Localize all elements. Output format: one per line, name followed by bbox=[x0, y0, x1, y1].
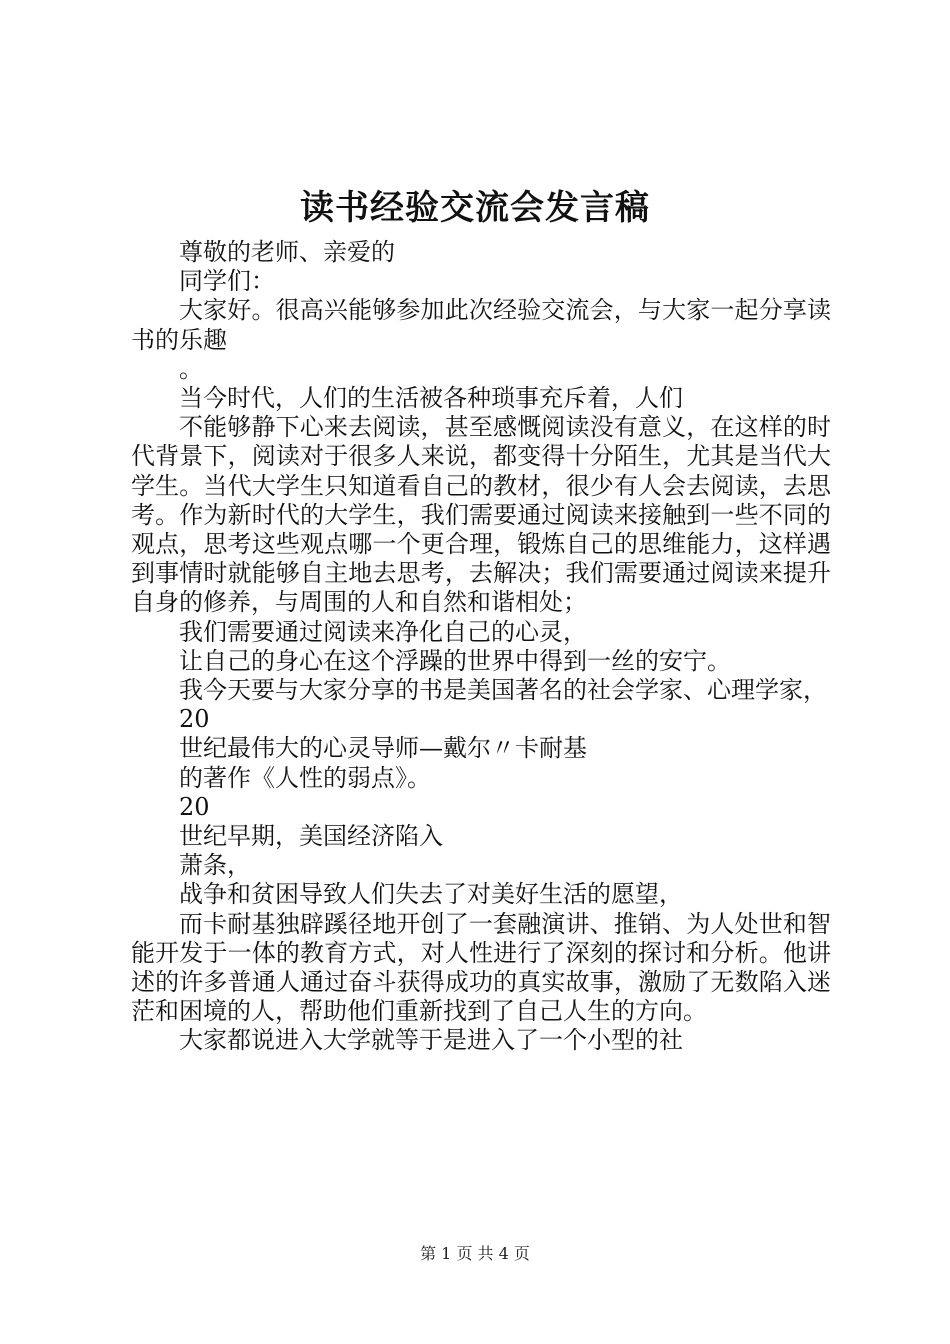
paragraph: 大家好。很高兴能够参加此次经验交流会，与大家一起分享读书的乐趣 bbox=[131, 296, 831, 354]
paragraph: 让自己的身心在这个浮躁的世界中得到一丝的安宁。 bbox=[179, 646, 731, 675]
paragraph: 不能够静下心来去阅读，甚至感慨阅读没有意义，在这样的时代背景下，阅读对于很多人来说，都变得十分陌生，尤其是当代大学生。当代大学生只知道看自己的教材，很少有人会去阅读，去思考。作为新时代的大学生，我们需要通过阅读来接触到一些不同的观点，思考这些观点哪一个更合理，锻炼自己的思维能力，这样遇到事情时就能够自主地去思考，去解决；我们需要通过阅读来提升自身的修养，与周围的人和自然和谐相处； bbox=[131, 413, 831, 617]
paragraph: 20 bbox=[179, 792, 210, 821]
paragraph: 大家都说进入大学就等于是进入了一个小型的社 bbox=[179, 1026, 683, 1055]
paragraph: 世纪最伟大的心灵导师—戴尔〃卡耐基 bbox=[179, 734, 587, 763]
paragraph: 当今时代，人们的生活被各种琐事充斥着，人们 bbox=[179, 384, 683, 413]
document-body bbox=[131, 238, 831, 1056]
paragraph: 我今天要与大家分享的书是美国著名的社会学家、心理学家， bbox=[179, 676, 827, 705]
paragraph: 萧条， bbox=[179, 851, 251, 880]
page-footer: 第 1 页 共 4 页 bbox=[420, 1244, 530, 1263]
paragraph: 世纪早期，美国经济陷入 bbox=[179, 822, 443, 851]
paragraph: 。 bbox=[179, 354, 203, 383]
paragraph: 而卡耐基独辟蹊径地开创了一套融演讲、推销、为人处世和智能开发于一体的教育方式，对人性进行了深刻的探讨和分析。他讲述的许多普通人通过奋斗获得成功的真实故事，激励了无数陷入迷茫和困境的人，帮助他们重新找到了自己人生的方向。 bbox=[131, 909, 831, 1026]
paragraph: 战争和贫困导致人们失去了对美好生活的愿望， bbox=[179, 880, 683, 909]
paragraph: 同学们： bbox=[179, 267, 275, 296]
paragraph: 尊敬的老师、亲爱的 bbox=[179, 238, 395, 266]
paragraph: 20 bbox=[179, 705, 210, 734]
paragraph: 的著作《人性的弱点》。 bbox=[179, 763, 431, 792]
document-title: 读书经验交流会发言稿 bbox=[300, 188, 650, 228]
paragraph: 我们需要通过阅读来净化自己的心灵， bbox=[179, 617, 587, 646]
